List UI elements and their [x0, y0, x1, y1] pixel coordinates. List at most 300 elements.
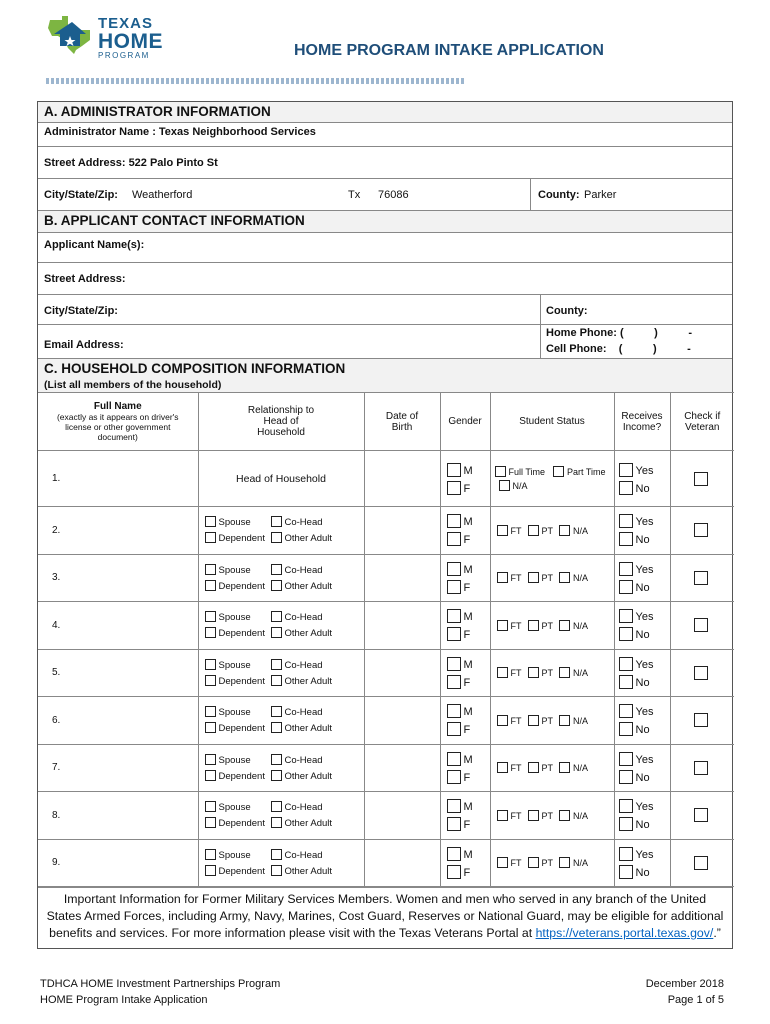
- logo-home-text: HOME: [98, 30, 163, 53]
- member-number[interactable]: [38, 602, 198, 650]
- student-status-cell: [490, 451, 614, 507]
- member-number[interactable]: [38, 697, 198, 745]
- intake-form: [37, 101, 733, 949]
- gender-cell: [440, 554, 490, 602]
- gender-m-checkbox[interactable]: [447, 463, 461, 477]
- ft-checkbox[interactable]: [497, 620, 508, 631]
- relationship-head: Head of Household: [236, 472, 326, 485]
- applicant-city-label[interactable]: City/State/Zip:: [44, 305, 118, 317]
- gender-m-label: M: [463, 563, 473, 576]
- pt-checkbox[interactable]: [528, 715, 539, 726]
- na-checkbox[interactable]: [559, 857, 570, 868]
- other-adult-label: Other Adult: [284, 675, 333, 687]
- logo-program-text: PROGRAM: [98, 51, 150, 60]
- cell-phone-field[interactable]: Cell Phone: ( ) -: [546, 343, 691, 355]
- veterans-portal-link[interactable]: https://veterans.portal.texas.gov/: [535, 926, 714, 940]
- income-no-label: No: [635, 581, 650, 594]
- income-yes-checkbox[interactable]: [619, 514, 633, 528]
- gender-m-label: M: [463, 611, 473, 624]
- income-no-checkbox[interactable]: [619, 817, 633, 831]
- section-c-heading: C. HOUSEHOLD COMPOSITION INFORMATION: [44, 361, 346, 376]
- veteran-cell: [670, 602, 734, 650]
- gender-m-label: M: [463, 464, 473, 477]
- spouse-label: Spouse: [218, 517, 251, 529]
- pt-label: PT: [541, 525, 554, 536]
- cohead-checkbox[interactable]: [271, 801, 282, 812]
- ft-label: FT: [510, 525, 522, 536]
- gender-cell: [440, 602, 490, 650]
- na-checkbox[interactable]: [559, 762, 570, 773]
- pt-checkbox[interactable]: [528, 762, 539, 773]
- veteran-checkbox[interactable]: [694, 523, 708, 537]
- spouse-label: Spouse: [218, 849, 251, 861]
- col-student-header: Student Status: [490, 393, 614, 451]
- gender-f-checkbox[interactable]: [447, 770, 461, 784]
- col-income-header: Receives Income?: [614, 393, 670, 451]
- applicant-name-label[interactable]: Applicant Name(s):: [44, 239, 145, 251]
- gender-f-label: F: [463, 676, 471, 689]
- gender-f-label: F: [463, 866, 471, 879]
- col-name-title: Full Name: [93, 401, 142, 412]
- member-number[interactable]: [38, 839, 198, 887]
- na-checkbox[interactable]: [499, 480, 510, 491]
- gender-m-checkbox[interactable]: [447, 847, 461, 861]
- gender-f-label: F: [463, 629, 471, 642]
- relationship-cell: [198, 602, 364, 650]
- cohead-label: Co-Head: [284, 849, 323, 861]
- income-cell: [614, 602, 670, 650]
- other-adult-checkbox[interactable]: [271, 770, 282, 781]
- gender-f-checkbox[interactable]: [447, 817, 461, 831]
- cohead-checkbox[interactable]: [271, 849, 282, 860]
- spouse-checkbox[interactable]: [205, 611, 216, 622]
- section-a-heading: A. ADMINISTRATOR INFORMATION: [38, 102, 732, 122]
- member-number[interactable]: [38, 507, 198, 555]
- admin-street-row: [38, 146, 732, 178]
- pt-label: PT: [541, 573, 554, 584]
- notice-text: Important Information for Former Military Services Members. Women and men who served in any branch of the United States Armed Forces, including Army, Navy, Marines, Cost Guard, Reserves or National Guard, may be eligible for additional benefits and services. For more information please visit with the Texas Veterans Portal at: [46, 892, 724, 940]
- other-adult-label: Other Adult: [284, 580, 333, 592]
- income-cell: [614, 554, 670, 602]
- admin-city-label: City/State/Zip:: [44, 189, 118, 201]
- cohead-label: Co-Head: [284, 659, 323, 671]
- income-yes-label: Yes: [635, 848, 654, 861]
- cohead-checkbox[interactable]: [271, 754, 282, 765]
- other-adult-checkbox[interactable]: [271, 675, 282, 686]
- na-checkbox[interactable]: [559, 620, 570, 631]
- relationship-cell: [198, 792, 364, 840]
- gender-f-checkbox[interactable]: [447, 580, 461, 594]
- pt-label: PT: [541, 763, 554, 774]
- header-divider: [46, 78, 466, 84]
- dependent-checkbox[interactable]: [205, 675, 216, 686]
- spouse-checkbox[interactable]: [205, 754, 216, 765]
- other-adult-label: Other Adult: [284, 628, 333, 640]
- dob-cell[interactable]: [364, 451, 440, 507]
- dependent-label: Dependent: [218, 533, 265, 545]
- member-number[interactable]: [38, 554, 198, 602]
- section-b-heading: B. APPLICANT CONTACT INFORMATION: [38, 210, 732, 232]
- divider: [540, 295, 541, 324]
- household-row: [38, 839, 734, 887]
- dependent-label: Dependent: [218, 628, 265, 640]
- spouse-label: Spouse: [218, 612, 251, 624]
- na-label: N/A: [573, 668, 589, 679]
- veteran-cell: [670, 697, 734, 745]
- parttime-checkbox[interactable]: [553, 466, 564, 477]
- member-number[interactable]: [38, 744, 198, 792]
- veteran-checkbox[interactable]: [694, 571, 708, 585]
- income-no-checkbox[interactable]: [619, 532, 633, 546]
- na-label: N/A: [573, 763, 589, 774]
- dob-cell[interactable]: [364, 697, 440, 745]
- applicant-name-row: [38, 232, 732, 262]
- dob-cell[interactable]: [364, 649, 440, 697]
- gender-m-checkbox[interactable]: [447, 514, 461, 528]
- page-title: HOME PROGRAM INTAKE APPLICATION: [294, 42, 604, 59]
- ft-label: FT: [510, 715, 522, 726]
- dependent-checkbox[interactable]: [205, 817, 216, 828]
- applicant-street-row: [38, 262, 732, 294]
- na-checkbox[interactable]: [559, 715, 570, 726]
- income-yes-label: Yes: [635, 516, 654, 529]
- email-label[interactable]: Email Address:: [44, 339, 124, 351]
- gender-cell: [440, 451, 490, 507]
- veteran-checkbox[interactable]: [694, 808, 708, 822]
- ft-checkbox[interactable]: [497, 857, 508, 868]
- gender-m-label: M: [463, 706, 473, 719]
- income-yes-label: Yes: [635, 658, 654, 671]
- income-yes-checkbox[interactable]: [619, 752, 633, 766]
- dependent-checkbox[interactable]: [205, 722, 216, 733]
- gender-cell: [440, 649, 490, 697]
- veteran-checkbox[interactable]: [694, 856, 708, 870]
- relationship-cell: [198, 697, 364, 745]
- na-checkbox[interactable]: [559, 667, 570, 678]
- pt-checkbox[interactable]: [528, 810, 539, 821]
- income-no-label: No: [635, 819, 650, 832]
- col-name-header: [38, 393, 198, 451]
- veteran-cell: [670, 507, 734, 555]
- dependent-label: Dependent: [218, 818, 265, 830]
- row-number: 3.: [52, 572, 61, 584]
- fulltime-checkbox[interactable]: [495, 466, 506, 477]
- ft-label: FT: [510, 810, 522, 821]
- spouse-label: Spouse: [218, 564, 251, 576]
- gender-m-label: M: [463, 801, 473, 814]
- cohead-checkbox[interactable]: [271, 706, 282, 717]
- veteran-checkbox[interactable]: [694, 666, 708, 680]
- gender-cell: [440, 507, 490, 555]
- notice-end: .”: [713, 926, 721, 940]
- dependent-checkbox[interactable]: [205, 770, 216, 781]
- gender-m-checkbox[interactable]: [447, 657, 461, 671]
- dob-cell[interactable]: [364, 839, 440, 887]
- income-cell: [614, 839, 670, 887]
- income-yes-label: Yes: [635, 464, 654, 477]
- na-label: N/A: [573, 620, 589, 631]
- relationship-cell: [198, 839, 364, 887]
- gender-f-checkbox[interactable]: [447, 865, 461, 879]
- cohead-checkbox[interactable]: [271, 659, 282, 670]
- gender-m-label: M: [463, 753, 473, 766]
- gender-m-checkbox[interactable]: [447, 704, 461, 718]
- veteran-cell: [670, 649, 734, 697]
- income-cell: [614, 697, 670, 745]
- spouse-checkbox[interactable]: [205, 659, 216, 670]
- income-no-label: No: [635, 482, 650, 495]
- gender-m-label: M: [463, 516, 473, 529]
- veteran-checkbox[interactable]: [694, 472, 708, 486]
- gender-cell: [440, 744, 490, 792]
- other-adult-checkbox[interactable]: [271, 865, 282, 876]
- member-number[interactable]: [38, 792, 198, 840]
- gender-m-label: M: [463, 658, 473, 671]
- divider: [540, 325, 541, 358]
- gender-f-label: F: [463, 771, 471, 784]
- home-phone-field[interactable]: Home Phone: ( ) -: [546, 327, 693, 339]
- veteran-checkbox[interactable]: [694, 761, 708, 775]
- income-no-checkbox[interactable]: [619, 627, 633, 641]
- spouse-label: Spouse: [218, 802, 251, 814]
- other-adult-checkbox[interactable]: [271, 722, 282, 733]
- admin-state[interactable]: Tx: [348, 189, 361, 201]
- ft-checkbox[interactable]: [497, 667, 508, 678]
- pt-label: PT: [541, 715, 554, 726]
- pt-label: PT: [541, 858, 554, 869]
- gender-f-label: F: [463, 724, 471, 737]
- relationship-cell: [198, 451, 364, 507]
- na-label: N/A: [573, 573, 589, 584]
- row-number: 5.: [52, 667, 61, 679]
- pt-checkbox[interactable]: [528, 525, 539, 536]
- income-yes-label: Yes: [635, 753, 654, 766]
- ft-label: FT: [510, 668, 522, 679]
- cohead-checkbox[interactable]: [271, 516, 282, 527]
- gender-cell: [440, 839, 490, 887]
- ft-checkbox[interactable]: [497, 715, 508, 726]
- row-number: 6.: [52, 714, 61, 726]
- gender-f-checkbox[interactable]: [447, 627, 461, 641]
- other-adult-checkbox[interactable]: [271, 817, 282, 828]
- relationship-cell: [198, 554, 364, 602]
- ft-label: FT: [510, 763, 522, 774]
- dependent-checkbox[interactable]: [205, 865, 216, 876]
- na-checkbox[interactable]: [559, 810, 570, 821]
- income-no-checkbox[interactable]: [619, 580, 633, 594]
- income-yes-checkbox[interactable]: [619, 799, 633, 813]
- veteran-checkbox[interactable]: [694, 713, 708, 727]
- income-cell: [614, 649, 670, 697]
- other-adult-checkbox[interactable]: [271, 532, 282, 543]
- dependent-label: Dependent: [218, 770, 265, 782]
- household-row: [38, 697, 734, 745]
- cohead-label: Co-Head: [284, 612, 323, 624]
- ft-checkbox[interactable]: [497, 810, 508, 821]
- dependent-checkbox[interactable]: [205, 580, 216, 591]
- veteran-checkbox[interactable]: [694, 618, 708, 632]
- student-status-cell: [490, 554, 614, 602]
- income-cell: [614, 507, 670, 555]
- military-notice: [38, 887, 732, 948]
- income-yes-checkbox[interactable]: [619, 463, 633, 477]
- other-adult-label: Other Adult: [284, 533, 333, 545]
- footer-date: December 2018: [645, 978, 724, 990]
- gender-m-checkbox[interactable]: [447, 799, 461, 813]
- spouse-checkbox[interactable]: [205, 564, 216, 575]
- other-adult-label: Other Adult: [284, 865, 333, 877]
- admin-name-row: [38, 122, 732, 146]
- income-no-checkbox[interactable]: [619, 722, 633, 736]
- veteran-cell: [670, 554, 734, 602]
- spouse-checkbox[interactable]: [205, 516, 216, 527]
- gender-f-checkbox[interactable]: [447, 675, 461, 689]
- gender-m-checkbox[interactable]: [447, 609, 461, 623]
- member-number[interactable]: [38, 451, 198, 507]
- income-yes-label: Yes: [635, 611, 654, 624]
- veteran-cell: [670, 792, 734, 840]
- income-yes-checkbox[interactable]: [619, 847, 633, 861]
- dob-cell[interactable]: [364, 744, 440, 792]
- na-label: N/A: [573, 715, 589, 726]
- pt-checkbox[interactable]: [528, 620, 539, 631]
- applicant-county-label[interactable]: County:: [546, 305, 588, 317]
- cohead-label: Co-Head: [284, 707, 323, 719]
- ft-checkbox[interactable]: [497, 762, 508, 773]
- ft-checkbox[interactable]: [497, 525, 508, 536]
- spouse-label: Spouse: [218, 707, 251, 719]
- gender-f-label: F: [463, 819, 471, 832]
- gender-cell: [440, 697, 490, 745]
- member-number[interactable]: [38, 649, 198, 697]
- relationship-cell: [198, 649, 364, 697]
- student-status-cell: [490, 602, 614, 650]
- applicant-city-row: [38, 294, 732, 324]
- gender-f-label: F: [463, 482, 471, 495]
- na-label: N/A: [512, 480, 528, 491]
- gender-f-checkbox[interactable]: [447, 722, 461, 736]
- pt-label: PT: [541, 810, 554, 821]
- student-status-cell: [490, 744, 614, 792]
- na-checkbox[interactable]: [559, 525, 570, 536]
- income-yes-label: Yes: [635, 563, 654, 576]
- admin-street[interactable]: Street Address: 522 Palo Pinto St: [44, 157, 218, 169]
- gender-m-checkbox[interactable]: [447, 752, 461, 766]
- dependent-label: Dependent: [218, 580, 265, 592]
- na-checkbox[interactable]: [559, 572, 570, 583]
- dependent-checkbox[interactable]: [205, 532, 216, 543]
- admin-county-label: County:: [538, 189, 580, 201]
- cohead-label: Co-Head: [284, 754, 323, 766]
- admin-city[interactable]: Weatherford: [132, 189, 193, 201]
- dob-cell[interactable]: [364, 602, 440, 650]
- student-status-cell: [490, 507, 614, 555]
- income-no-checkbox[interactable]: [619, 770, 633, 784]
- other-adult-checkbox[interactable]: [271, 580, 282, 591]
- footer-program: TDHCA HOME Investment Partnerships Program: [40, 978, 281, 990]
- dependent-label: Dependent: [218, 675, 265, 687]
- other-adult-label: Other Adult: [284, 723, 333, 735]
- cohead-label: Co-Head: [284, 517, 323, 529]
- admin-name[interactable]: Administrator Name : Texas Neighborhood Services: [44, 126, 316, 138]
- spouse-checkbox[interactable]: [205, 849, 216, 860]
- income-no-checkbox[interactable]: [619, 675, 633, 689]
- pt-checkbox[interactable]: [528, 857, 539, 868]
- na-label: N/A: [573, 525, 589, 536]
- other-adult-checkbox[interactable]: [271, 627, 282, 638]
- spouse-checkbox[interactable]: [205, 801, 216, 812]
- texas-home-logo: [46, 14, 196, 62]
- household-row: [38, 602, 734, 650]
- income-no-label: No: [635, 866, 650, 879]
- pt-label: PT: [541, 620, 554, 631]
- ft-label: FT: [510, 573, 522, 584]
- ft-checkbox[interactable]: [497, 572, 508, 583]
- dependent-checkbox[interactable]: [205, 627, 216, 638]
- row-number: 1.: [52, 473, 61, 484]
- col-relationship-header: Relationship to Head of Household: [198, 393, 364, 451]
- section-c-heading-row: [38, 358, 732, 392]
- student-status-cell: [490, 649, 614, 697]
- dependent-label: Dependent: [218, 865, 265, 877]
- col-veteran-header: Check if Veteran: [670, 393, 734, 451]
- household-row: [38, 744, 734, 792]
- income-no-checkbox[interactable]: [619, 481, 633, 495]
- gender-cell: [440, 792, 490, 840]
- income-yes-label: Yes: [635, 801, 654, 814]
- pt-label: PT: [541, 668, 554, 679]
- pt-checkbox[interactable]: [528, 572, 539, 583]
- gender-f-checkbox[interactable]: [447, 481, 461, 495]
- spouse-checkbox[interactable]: [205, 706, 216, 717]
- student-status-cell: [490, 792, 614, 840]
- income-yes-checkbox[interactable]: [619, 562, 633, 576]
- admin-county[interactable]: Parker: [584, 189, 617, 201]
- col-gender-header: Gender: [440, 393, 490, 451]
- relationship-cell: [198, 744, 364, 792]
- footer-page: Page 1 of 5: [667, 994, 724, 1006]
- spouse-label: Spouse: [218, 754, 251, 766]
- income-no-label: No: [635, 676, 650, 689]
- income-yes-checkbox[interactable]: [619, 657, 633, 671]
- other-adult-label: Other Adult: [284, 818, 333, 830]
- cohead-checkbox[interactable]: [271, 564, 282, 575]
- cohead-checkbox[interactable]: [271, 611, 282, 622]
- footer-right: [646, 976, 724, 1008]
- income-yes-label: Yes: [635, 706, 654, 719]
- dob-cell[interactable]: [364, 792, 440, 840]
- income-yes-checkbox[interactable]: [619, 609, 633, 623]
- admin-zip[interactable]: 76086: [378, 189, 409, 201]
- veteran-cell: [670, 839, 734, 887]
- row-number: 8.: [52, 809, 61, 821]
- dob-cell[interactable]: [364, 507, 440, 555]
- row-number: 7.: [52, 762, 61, 774]
- income-yes-checkbox[interactable]: [619, 704, 633, 718]
- applicant-street-label[interactable]: Street Address:: [44, 273, 126, 285]
- pt-checkbox[interactable]: [528, 667, 539, 678]
- gender-m-checkbox[interactable]: [447, 562, 461, 576]
- income-no-checkbox[interactable]: [619, 865, 633, 879]
- fulltime-label: Full Time: [508, 466, 546, 477]
- dob-cell[interactable]: [364, 554, 440, 602]
- row-number: 9.: [52, 857, 61, 869]
- row-number: 4.: [52, 619, 61, 631]
- other-adult-label: Other Adult: [284, 770, 333, 782]
- cohead-label: Co-Head: [284, 564, 323, 576]
- gender-m-label: M: [463, 848, 473, 861]
- gender-f-checkbox[interactable]: [447, 532, 461, 546]
